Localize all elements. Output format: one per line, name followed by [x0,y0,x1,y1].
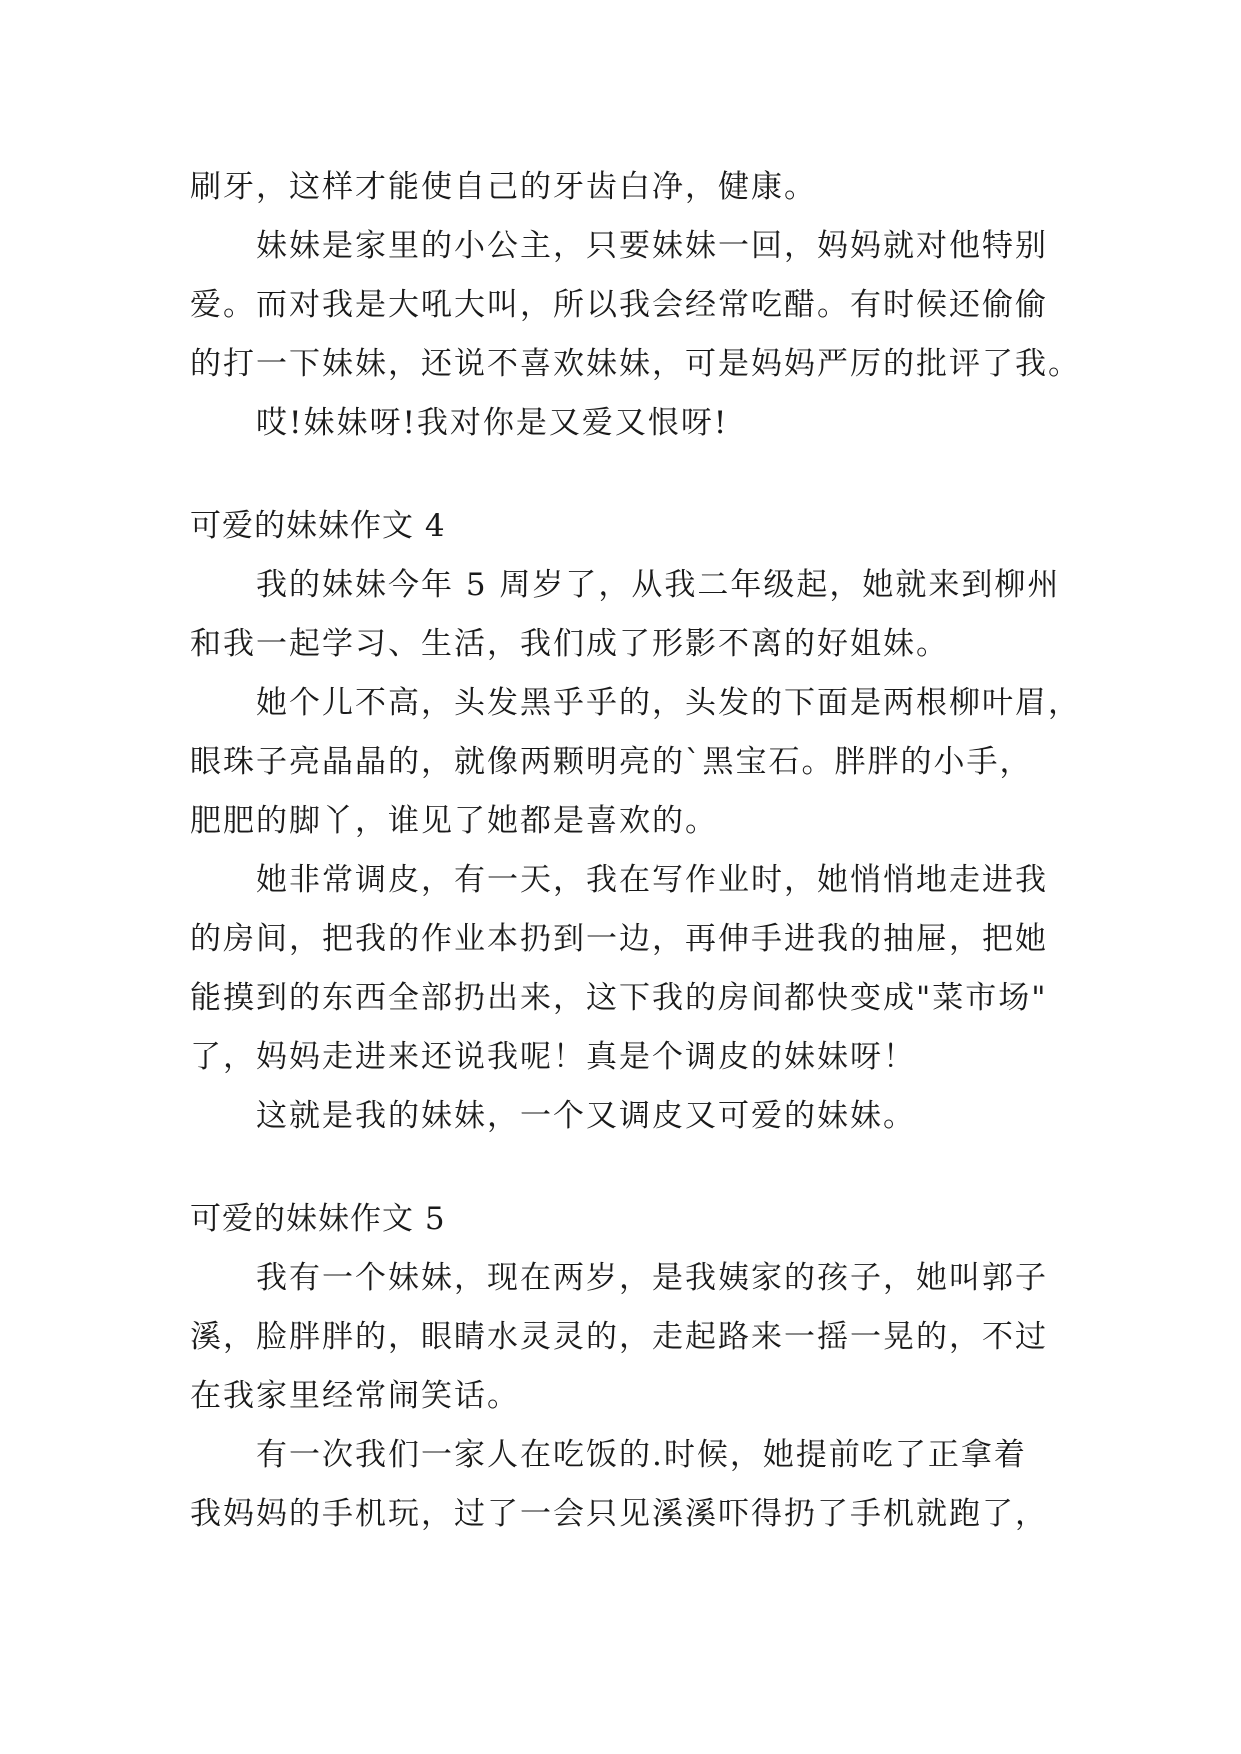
paragraph-line: 她个儿不高，头发黑乎乎的，头发的下面是两根柳叶眉， [256,685,1081,721]
paragraph-line: 和我一起学习、生活，我们成了形影不离的好姐妹。 [190,626,949,662]
section-gap [190,453,1070,497]
section-heading: 可爱的妹妹作文 4 [190,508,446,544]
paragraph-line: 了，妈妈走进来还说我呢！真是个调皮的妹妹呀！ [190,1039,916,1075]
paragraph-line: 我妈妈的手机玩，过了一会只见溪溪吓得扔了手机就跑了， [190,1496,1048,1532]
paragraph-line: 能摸到的东西全部扔出来，这下我的房间都快变成"菜市场" [190,980,1048,1016]
paragraph-line: 眼珠子亮晶晶的，就像两颗明亮的`黑宝石。胖胖的小手， [190,744,1033,780]
section-heading: 可爱的妹妹作文 5 [190,1201,446,1237]
paragraph-line: 她非常调皮，有一天，我在写作业时，她悄悄地走进我 [256,862,1048,898]
paragraph-line: 这就是我的妹妹，一个又调皮又可爱的妹妹。 [256,1098,916,1134]
paragraph-line: 刷牙，这样才能使自己的牙齿白净，健康。 [190,169,817,205]
paragraph-line: 的打一下妹妹，还说不喜欢妹妹，可是妈妈严厉的批评了我。 [190,346,1081,382]
paragraph-line: 我的妹妹今年 5 周岁了，从我二年级起，她就来到柳州 [256,567,1061,603]
section-gap [190,1146,1070,1190]
essay-body [190,158,1081,1544]
paragraph-line: 我有一个妹妹，现在两岁，是我姨家的孩子，她叫郭子 [256,1260,1048,1296]
paragraph-line: 哎!妹妹呀!我对你是又爱又恨呀! [256,405,729,441]
paragraph-line: 溪，脸胖胖的，眼睛水灵灵的，走起路来一摇一晃的，不过 [190,1319,1048,1355]
paragraph-line: 有一次我们一家人在吃饭的.时候，她提前吃了正拿着 [256,1437,1027,1473]
paragraph-line: 在我家里经常闹笑话。 [190,1378,520,1414]
paragraph-line: 妹妹是家里的小公主，只要妹妹一回，妈妈就对他特别 [256,228,1048,264]
paragraph-line: 爱。而对我是大吼大叫，所以我会经常吃醋。有时候还偷偷 [190,287,1048,323]
paragraph-line: 的房间，把我的作业本扔到一边，再伸手进我的抽屉，把她 [190,921,1048,957]
paragraph-line: 肥肥的脚丫，谁见了她都是喜欢的。 [190,803,718,839]
